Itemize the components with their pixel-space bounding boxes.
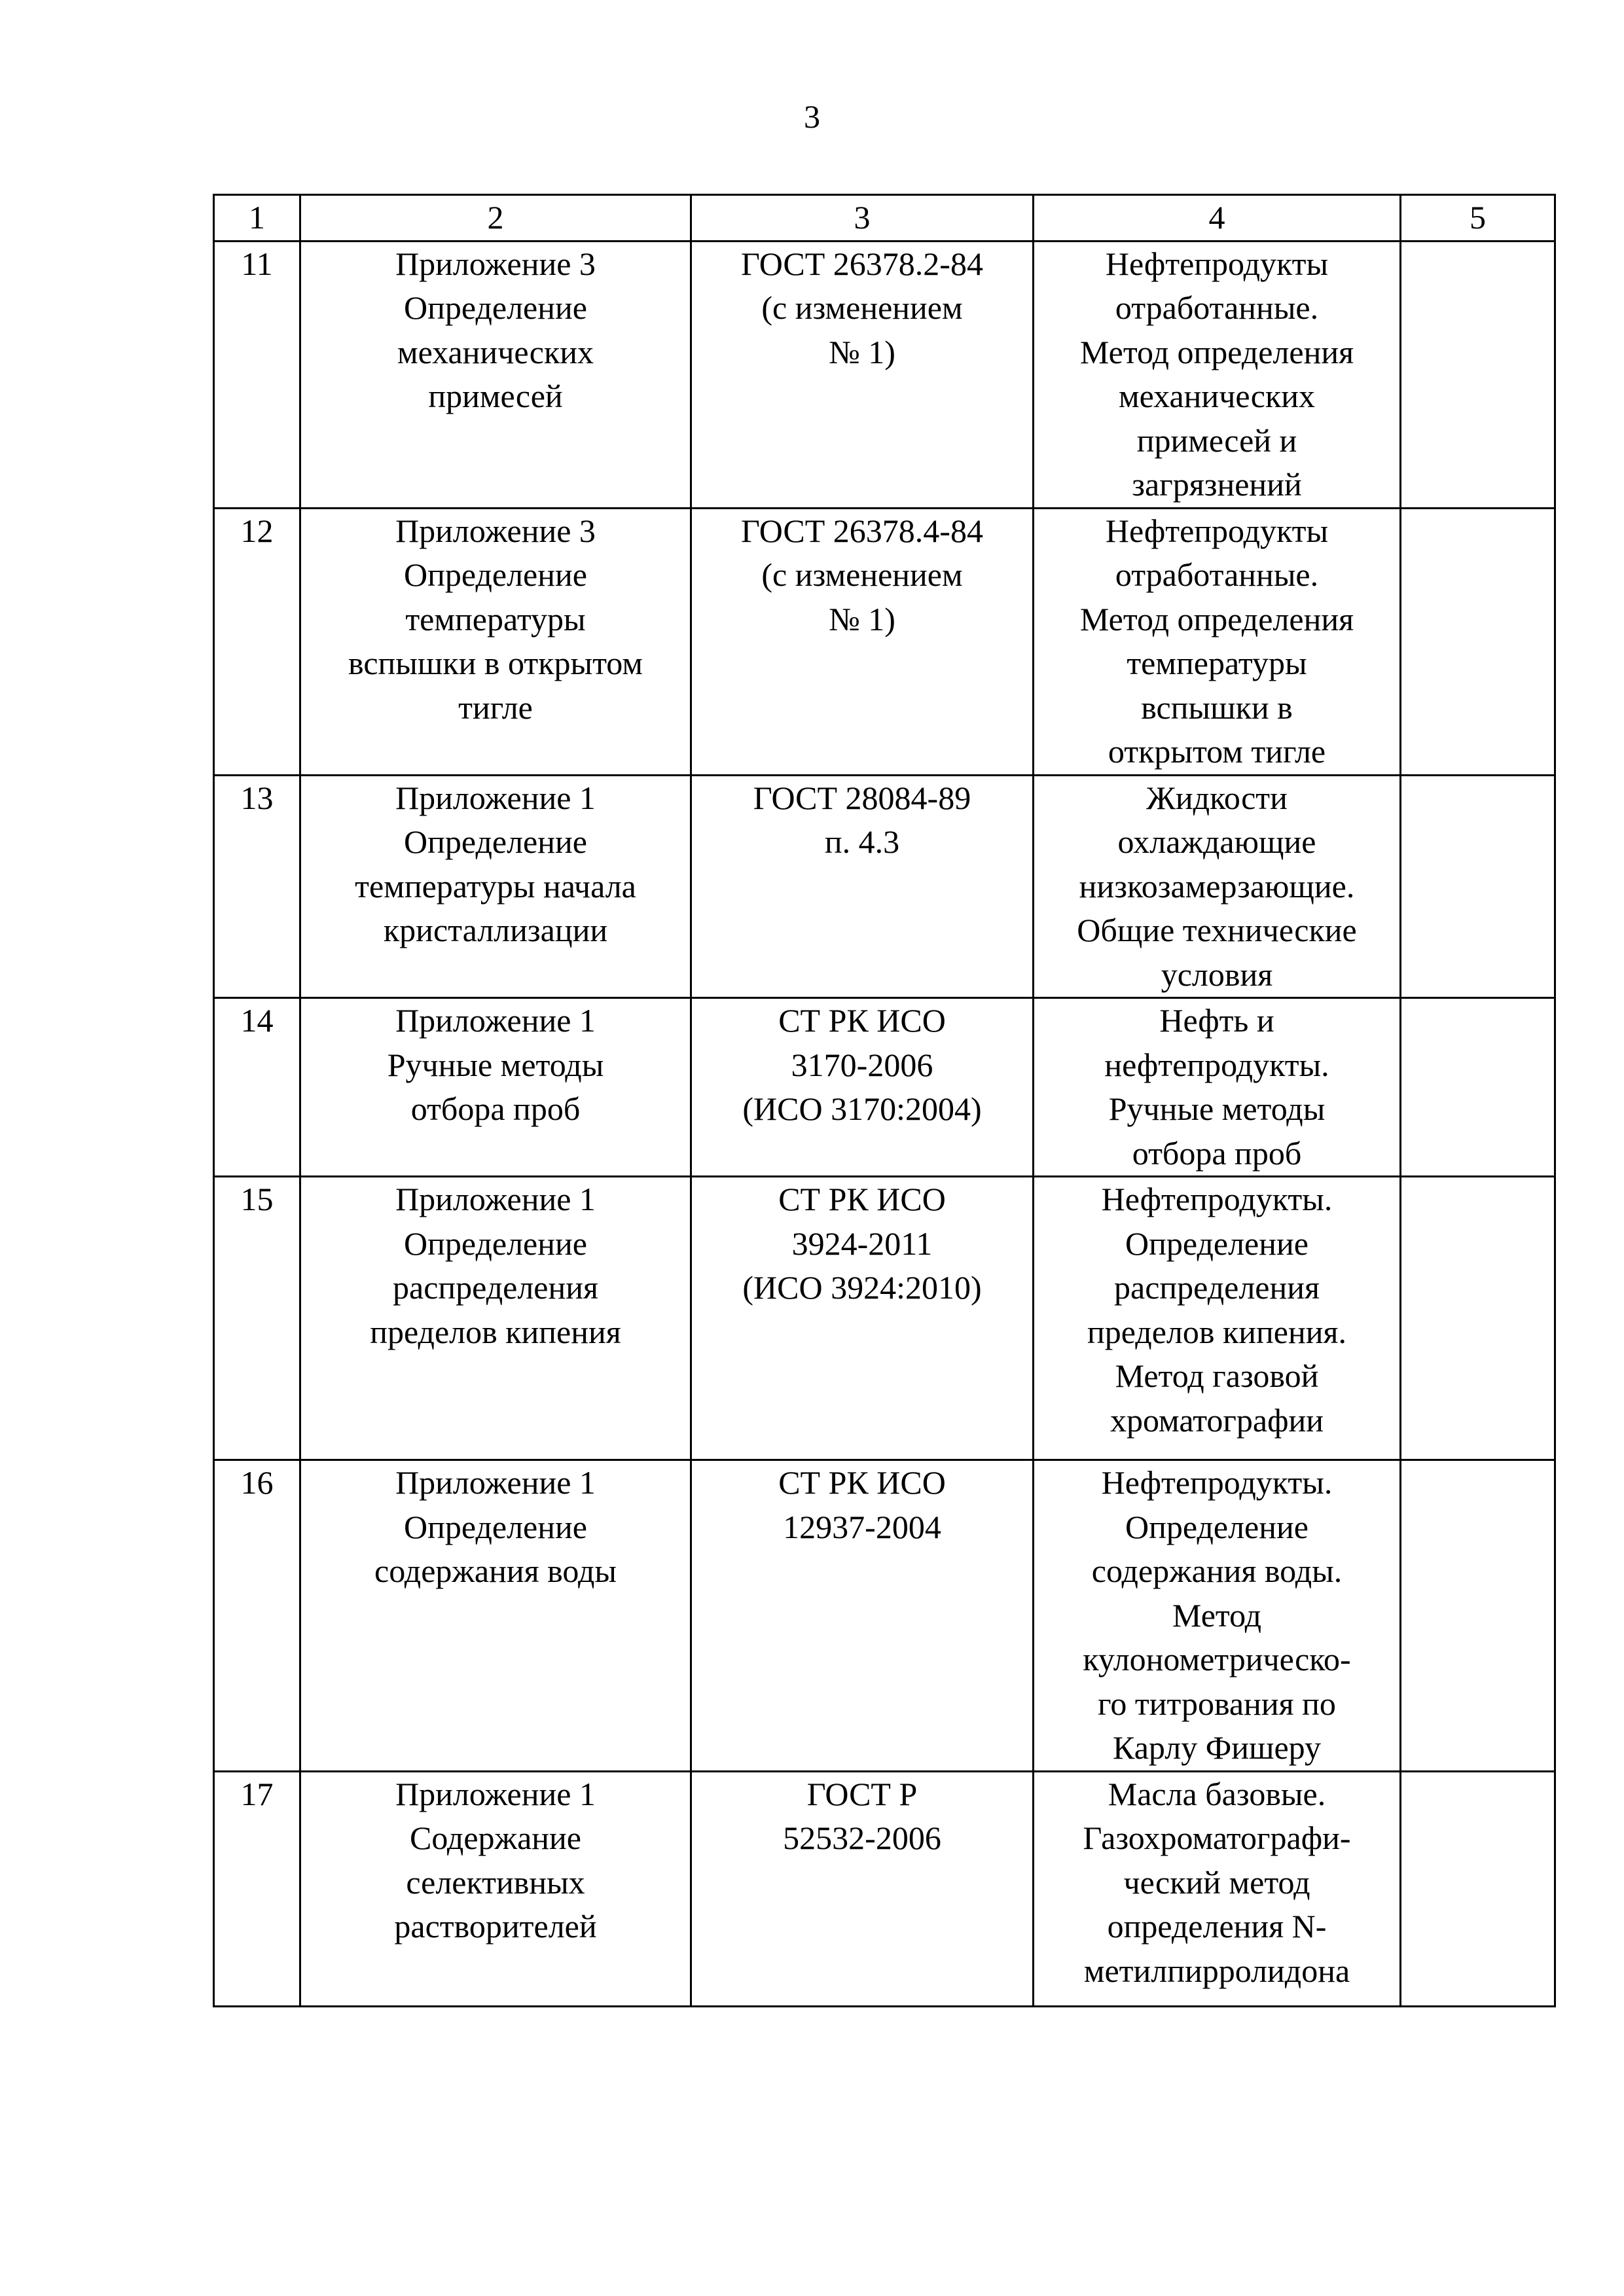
title-cell: Нефтепродукты. Определение распределения пределов кипения. Метод газовой хроматографии <box>1034 1177 1401 1460</box>
title-cell: Нефтепродукты. Определение содержания воды. Метод кулонометрическо- го титрования по Карлу Фишеру <box>1034 1460 1401 1772</box>
row-number-cell: 13 <box>214 775 300 998</box>
standard-cell: ГОСТ 26378.4-84 (с изменением № 1) <box>691 508 1034 775</box>
table-row <box>214 1460 1555 1772</box>
table-row <box>214 241 1555 508</box>
page-number: 3 <box>804 98 820 135</box>
standard-cell: ГОСТ 28084-89 п. 4.3 <box>691 775 1034 998</box>
header-cell-1: 1 <box>214 195 300 242</box>
table-header-row <box>214 195 1555 242</box>
row-number-cell: 15 <box>214 1177 300 1460</box>
table-row <box>214 1177 1555 1460</box>
table-row <box>214 998 1555 1177</box>
note-cell <box>1401 1771 1555 2006</box>
header-cell-4: 4 <box>1034 195 1401 242</box>
table-row <box>214 1771 1555 2006</box>
note-cell <box>1401 508 1555 775</box>
note-cell <box>1401 1460 1555 1772</box>
section-cell: Приложение 1 Ручные методы отбора проб <box>300 998 691 1177</box>
header-cell-5: 5 <box>1401 195 1555 242</box>
note-cell <box>1401 1177 1555 1460</box>
section-cell: Приложение 1 Определение температуры начала кристаллизации <box>300 775 691 998</box>
section-cell: Приложение 1 Определение содержания воды <box>300 1460 691 1772</box>
row-number-cell: 16 <box>214 1460 300 1772</box>
title-cell: Нефтепродукты отработанные. Метод определения механических примесей и загрязнений <box>1034 241 1401 508</box>
section-cell: Приложение 1 Содержание селективных растворителей <box>300 1771 691 2006</box>
table-row <box>214 508 1555 775</box>
note-cell <box>1401 998 1555 1177</box>
table-row <box>214 775 1555 998</box>
standards-table <box>213 194 1556 2007</box>
section-cell: Приложение 3 Определение температуры вспышки в открытом тигле <box>300 508 691 775</box>
header-cell-2: 2 <box>300 195 691 242</box>
title-cell: Масла базовые. Газохроматографи- ческий метод определения N- метилпирролидона <box>1034 1771 1401 2006</box>
row-number-cell: 17 <box>214 1771 300 2006</box>
standard-cell: СТ РК ИСО 3924-2011 (ИСО 3924:2010) <box>691 1177 1034 1460</box>
note-cell <box>1401 775 1555 998</box>
title-cell: Нефтепродукты отработанные. Метод определения температуры вспышки в открытом тигле <box>1034 508 1401 775</box>
title-cell: Нефть и нефтепродукты. Ручные методы отбора проб <box>1034 998 1401 1177</box>
row-number-cell: 12 <box>214 508 300 775</box>
standard-cell: СТ РК ИСО 12937-2004 <box>691 1460 1034 1772</box>
title-cell: Жидкости охлаждающие низкозамерзающие. Общие технические условия <box>1034 775 1401 998</box>
note-cell <box>1401 241 1555 508</box>
row-number-cell: 11 <box>214 241 300 508</box>
header-cell-3: 3 <box>691 195 1034 242</box>
row-number-cell: 14 <box>214 998 300 1177</box>
standard-cell: СТ РК ИСО 3170-2006 (ИСО 3170:2004) <box>691 998 1034 1177</box>
standard-cell: ГОСТ Р 52532-2006 <box>691 1771 1034 2006</box>
section-cell: Приложение 3 Определение механических примесей <box>300 241 691 508</box>
standard-cell: ГОСТ 26378.2-84 (с изменением № 1) <box>691 241 1034 508</box>
section-cell: Приложение 1 Определение распределения пределов кипения <box>300 1177 691 1460</box>
